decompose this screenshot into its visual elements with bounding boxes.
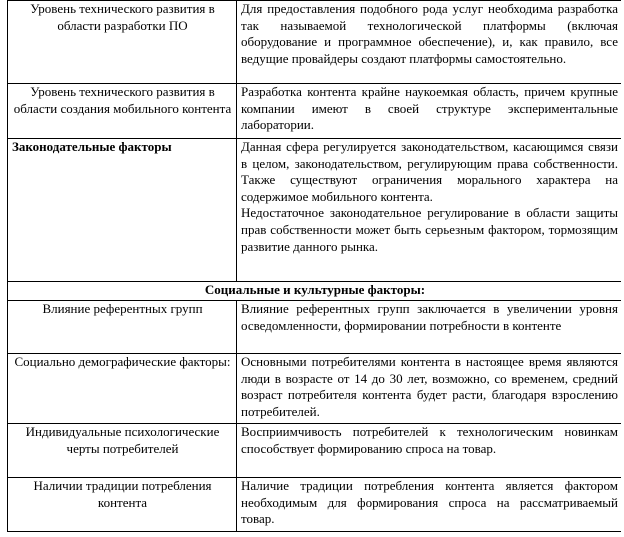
factor-cell: Влияние референтных групп (8, 301, 237, 354)
description-paragraph: Недостаточное законодательное регулирование в области защиты прав собственности может быть серьезным фактором, тормозящим развитие данного рынка. (241, 205, 618, 254)
table-row (8, 1, 622, 84)
description-cell (237, 84, 622, 139)
description-paragraph: Наличие традиции потребления контента является фактором необходимым для формирования спроса на рассматриваемый товар. (241, 478, 618, 527)
factor-cell: Социально демографические факторы: (8, 354, 237, 424)
factor-cell: Наличии традиции потребления контента (8, 478, 237, 532)
description-cell (237, 139, 622, 282)
description-paragraph: Для предоставления подобного рода услуг необходима разработка так называемой технологической платформы (включая оборудование и программное обеспечение), и, как правило, все ведущие провайдеры создают платформы самостоятельно. (241, 1, 618, 66)
table-row (8, 424, 622, 478)
description-paragraph: Восприимчивость потребителей к технологическим новинкам способствует формированию спроса на товар. (241, 424, 618, 456)
document-page (7, 0, 621, 536)
description-cell (237, 1, 622, 84)
table-row (8, 84, 622, 139)
description-cell (237, 424, 622, 478)
section-heading: Социальные и культурные факторы: (8, 282, 622, 301)
table-row (8, 354, 622, 424)
table-row (8, 478, 622, 532)
description-cell (237, 478, 622, 532)
description-paragraph: Влияние референтных групп заключается в увеличении уровня осведомленности, формировании потребности в контенте (241, 301, 618, 333)
factor-cell: Уровень технического развития в области создания мобильного контента (8, 84, 237, 139)
factors-table (7, 0, 621, 532)
description-paragraph: Данная сфера регулируется законодательством, касающимся связи в целом, законодательством, регулирующим права собственности. Также существуют ограничения морального характера на содержимое мобильного контента. (241, 139, 618, 204)
description-cell (237, 354, 622, 424)
factor-cell: Индивидуальные психологические черты потребителей (8, 424, 237, 478)
factor-cell: Законодательные факторы (8, 139, 237, 282)
table-row (8, 139, 622, 282)
factor-cell: Уровень технического развития в области разработки ПО (8, 1, 237, 84)
table-row (8, 301, 622, 354)
section-row (8, 282, 622, 301)
description-paragraph: Разработка контента крайне наукоемкая область, причем крупные компании имеют в своей структуре экспериментальные лаборатории. (241, 84, 618, 133)
description-paragraph: Основными потребителями контента в настоящее время являются люди в возрасте от 14 до 30 лет, возможно, со временем, средний возраст потребителя контента будет расти, благодаря взрослению потребителей. (241, 354, 618, 419)
description-cell (237, 301, 622, 354)
